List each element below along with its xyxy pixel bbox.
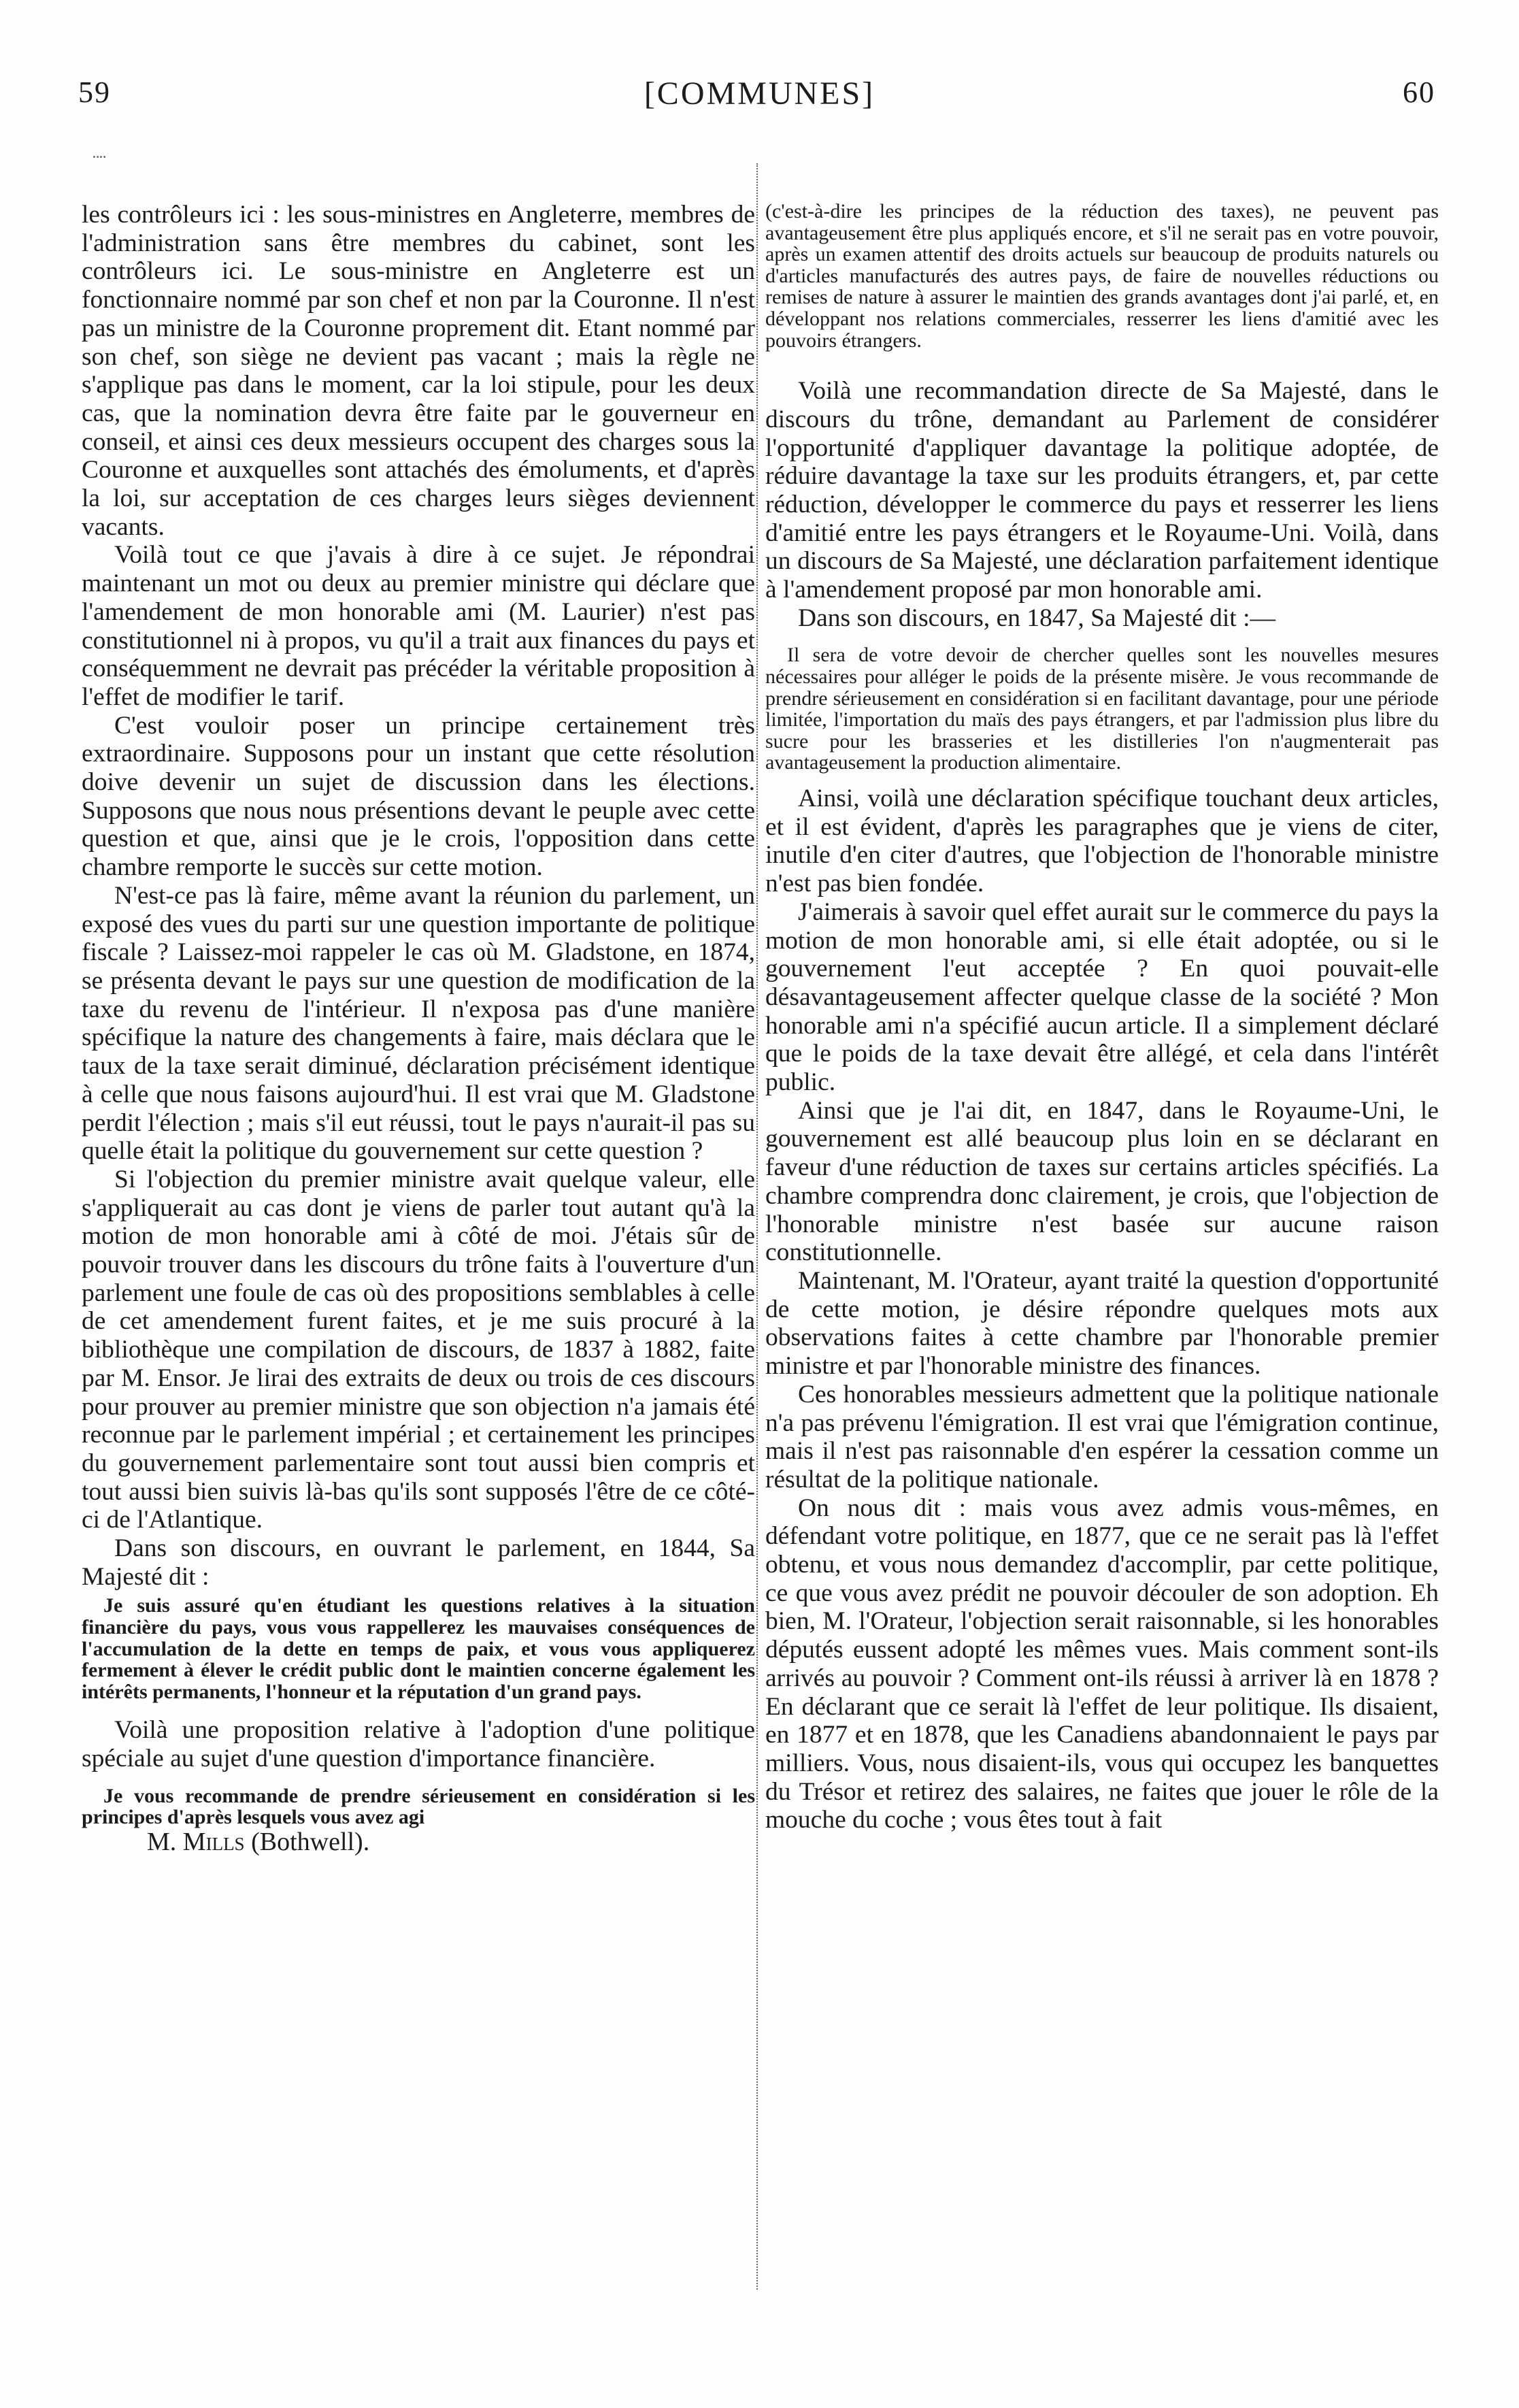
block-quote: (c'est-à-dire les principes de la réduction des taxes), ne peuvent pas avantageusement être plus appliqués encore, et s'il ne serait pas en votre pouvoir, après un examen attentif des droits actuels sur beaucoup de produits naturels ou d'articles manufacturés des autres pays, de faire de nouvelles réductions ou remises de nature à assurer le maintien des grands avantages dont j'ai parlé, et, en développant nos relations commerciales, resserrer les liens d'amitié avec les pouvoirs étrangers. [765, 200, 1439, 352]
paragraph: N'est-ce pas là faire, même avant la réunion du parlement, un exposé des vues du parti sur une question importante de politique fiscale ? Laissez-moi rappeler le cas où M. Gladstone, en 1874, se présenta devant le pays sur une question de modification de la taxe du revenu de l'intérieur. Il n'exposa pas d'une manière spécifique la nature des changements à faire, mais déclara que le taux de la taxe serait diminué, déclaration précisément identique à celle que nous faisons aujourd'hui. Il est vrai que M. Gladstone perdit l'élection ; mais s'il eut réussi, tout le pays n'aurait-il pas su quelle était la politique du gouvernement sur cette question ? [82, 881, 755, 1166]
paragraph: Ainsi, voilà une déclaration spécifique touchant deux articles, et il est évident, d'après les paragraphes que je viens de citer, inutile d'en citer d'autres, que l'objection de l'honorable ministre n'est pas bien fondée. [765, 785, 1439, 898]
block-quote: Je vous recommande de prendre sérieusement en considération si les principes d'après lesquels vous avez agi [82, 1784, 755, 1829]
block-quote: Il sera de votre devoir de chercher quelles sont les nouvelles mesures nécessaires pour alléger le poids de la présente misère. Je vous recommande de prendre sérieusement en considération si en facilitant davantage, pour une période limitée, l'importation du maïs des pays étrangers, et par l'admission plus libre du sucre pour les brasseries et les distilleries l'on n'augmenterait pas avantageusement la production alimentaire. [765, 644, 1439, 774]
paragraph: Dans son discours, en 1847, Sa Majesté dit :— [798, 604, 1276, 632]
column-divider [756, 163, 758, 2290]
speaker-prefix: M. [147, 1828, 183, 1857]
speaker-riding: (Bothwell). [244, 1828, 370, 1857]
paragraph: On nous dit : mais vous avez admis vous-mêmes, en défendant votre politique, en 1877, que ce ne serait pas là l'effet obtenu, et vous nous demandez d'accomplir, par cette politique, ce que vous avez prédit ne pouvoir découler de son adoption. Eh bien, M. l'Orateur, l'objection serait raisonnable, si les honorables députés eussent adopté les mêmes vues. Mais comment sont-ils arrivés au pouvoir ? Comment ont-ils réussi à arriver là en 1878 ? En déclarant que ce serait là l'effet de leur politique. Ils disaient, en 1877 et en 1878, que les Canadiens abandonnaient le pays par milliers. Vous, nous disaient-ils, vous qui occupez les banquettes du Trésor et retirez des salaires, ne faites que jouer le rôle de la mouche du coche ; vous êtes tout à fait [765, 1494, 1439, 1834]
paragraph: Voilà une recommandation directe de Sa Majesté, dans le discours du trône, demandant au Parlement de considérer l'opportunité d'appliquer davantage la politique adoptée, de réduire davantage la taxe sur les produits étrangers, et, par cette réduction, développer le commerce du pays et resserrer les liens d'amitié entre les pays étrangers et le Royaume-Uni. Voilà, dans un discours de Sa Majesté, une déclaration parfaitement identique à l'amendement proposé par mon honorable ami. [765, 377, 1439, 604]
block-quote: Je suis assuré qu'en étudiant les questions relatives à la situation financière du pays, vous vous rappellerez les mauvaises conséquences de l'accumulation de la dette en temps de paix, et vous vous appliquerez fermement à élever le crédit public dont le maintien concerne également les intérêts permanents, l'honneur et la réputation d'un grand pays. [82, 1594, 755, 1703]
paragraph: Voilà une proposition relative à l'adoption d'une politique spéciale au sujet d'une question d'importance financière. [82, 1716, 755, 1773]
paragraph: les contrôleurs ici : les sous-ministres en Angleterre, membres de l'administration sans être membres du cabinet, sont les contrôleurs ici. Le sous-ministre en Angleterre est un fonctionnaire nommé par son chef et non par la Couronne. Il n'est pas un ministre de la Couronne proprement dit. Etant nommé par son chef, son siège ne devient pas vacant ; mais la règle ne s'applique pas dans le moment, car la loi stipule, pour les deux cas, que la nomination devra être faite par le gouverneur en conseil, et ainsi ces deux messieurs occupent des charges sous la Couronne et auxquelles sont attachés des émoluments, et d'après la loi, sur acceptation de ces charges leurs sièges deviennent vacants. [82, 201, 755, 541]
speaker-name: Mills [182, 1828, 245, 1857]
paragraph: Voilà tout ce que j'avais à dire à ce sujet. Je répondrai maintenant un mot ou deux au premier ministre qui déclare que l'amendement de mon honorable ami (M. Laurier) n'est pas constitutionnel ni à propos, vu qu'il a trait aux finances du pays et conséquemment ne devrait pas précéder la véritable proposition à l'effet de modifier le tarif. [82, 541, 755, 711]
right-column [765, 201, 1439, 1834]
page-number-left: 59 [78, 76, 111, 109]
speaker-line [82, 1828, 755, 1857]
paragraph: Ainsi que je l'ai dit, en 1847, dans le Royaume-Uni, le gouvernement est allé beaucoup plus loin en se déclarant en faveur d'une réduction de taxes sur certains articles spécifiés. La chambre comprendra donc clairement, je crois, que l'objection de l'honorable ministre n'est basée sur aucune raison constitutionnelle. [765, 1096, 1439, 1267]
paragraph: Dans son discours, en ouvrant le parlement, en 1844, Sa Majesté dit : [82, 1534, 755, 1591]
left-column [82, 201, 755, 1857]
page-header [0, 75, 1519, 129]
running-title: [COMMUNES] [644, 76, 875, 112]
paragraph: Maintenant, M. l'Orateur, ayant traité la question d'opportunité de cette motion, je désire répondre quelques mots aux observations faites à cette chambre par l'honorable premier ministre et par l'honorable ministre des finances. [765, 1267, 1439, 1381]
paragraph: J'aimerais à savoir quel effet aurait sur le commerce du pays la motion de mon honorable ami, si elle était adoptée, ou si le gouvernement l'eut acceptée ? En quoi pouvait-elle désavantageusement affecter quelque classe de la société ? Mon honorable ami n'a spécifié aucun article. Il a simplement déclaré que le poids de la taxe devait être allégé, et cela dans l'intérêt public. [765, 897, 1439, 1097]
paragraph: Si l'objection du premier ministre avait quelque valeur, elle s'appliquerait au cas dont je viens de parler tout autant qu'à la motion de mon honorable ami à côté de moi. J'étais sûr de pouvoir trouver dans les discours du trône faits à l'ouverture d'un parlement une foule de cas où des propositions semblables à celle de cet amendement furent faites, et je me suis procuré à la bibliothèque une compilation de discours, de 1837 à 1882, faite par M. Ensor. Je lirai des extraits de deux ou trois de ces discours pour prouver au premier ministre que son objection n'a jamais été reconnue par le parlement impérial ; et certainement les principes du gouvernement parlementaire sont tout aussi bien compris et tout aussi bien suivis là-bas qu'ils sont supposés l'être de ce côté-ci de l'Atlantique. [82, 1165, 755, 1534]
paragraph: Ces honorables messieurs admettent que la politique nationale n'a pas prévenu l'émigration. Il est vrai que l'émigration continue, mais il n'est pas raisonnable d'en espérer la cessation comme un résultat de la politique nationale. [765, 1380, 1439, 1494]
paragraph: C'est vouloir poser un principe certainement très extraordinaire. Supposons pour un instant que cette résolution doive devenir un sujet de discussion dans les élections. Supposons que nous nous présentions devant le peuple avec cette question et que, ainsi que je le crois, l'opposition dans cette chambre remporte le succès sur cette motion. [82, 711, 755, 882]
margin-mark: ¨¨ [93, 151, 106, 174]
page-number-right: 60 [1403, 76, 1435, 109]
